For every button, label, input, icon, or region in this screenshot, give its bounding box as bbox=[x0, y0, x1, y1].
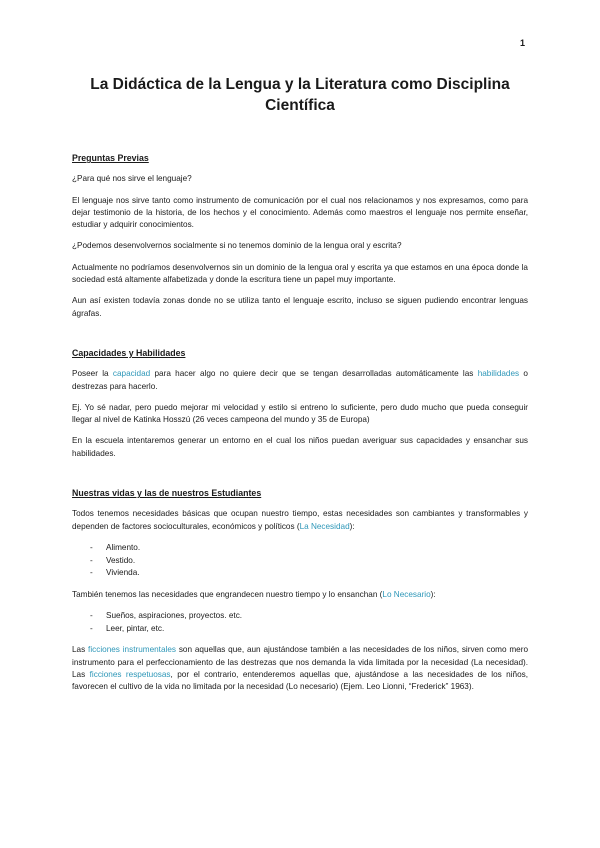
highlighted-term: ficciones respetuosas bbox=[89, 669, 171, 679]
paragraph bbox=[72, 508, 528, 533]
list-item: - Vestido. bbox=[72, 555, 528, 568]
highlighted-term: habilidades bbox=[477, 369, 520, 379]
paragraph: Ej. Yo sé nadar, pero puedo mejorar mi velocidad y estilo si entreno lo suficiente, pero dudo mucho que pueda conseguir llegar al nivel de Katinka Hosszú (26 veces campeona del mundo y 35 de Europa) bbox=[72, 402, 528, 425]
section-capacidades bbox=[72, 347, 528, 460]
highlighted-term: ficciones instrumentales bbox=[88, 645, 176, 655]
document-body bbox=[72, 152, 528, 702]
text-run: Las bbox=[72, 645, 89, 655]
highlighted-term: La Necesidad bbox=[299, 521, 350, 531]
list-item: - Leer, pintar, etc. bbox=[72, 623, 528, 636]
text-run: , por el contrario, entenderemos aquellas que, ajustándose a las necesidades de los niños, favorecen el cultivo de la vida no limitada por la necesidad (Lo necesario) (Ejem. Leo Lionni, “Frederick” 1963). bbox=[72, 669, 529, 692]
list-necesidades-basicas bbox=[72, 542, 528, 580]
title-line-2: Científica bbox=[265, 97, 335, 114]
document-title bbox=[72, 74, 528, 116]
paragraph bbox=[72, 368, 528, 393]
text-run: para hacer algo no quiere decir que se tengan desarrolladas automáticamente las bbox=[150, 369, 478, 379]
page-number: 1 bbox=[519, 38, 525, 48]
answer-3: Aun así existen todavía zonas donde no se utiliza tanto el lenguaje escrito, incluso se siguen pudiendo encontrar lenguas ágrafas. bbox=[72, 296, 528, 318]
highlighted-term: Lo Necesario bbox=[382, 589, 431, 599]
answer-2: Actualmente no podríamos desenvolvernos sin un dominio de la lengua oral y escrita ya que estamos en una época donde la sociedad está altamente alfabetizada y donde la escritura tiene un papel muy importante. bbox=[72, 262, 528, 285]
highlighted-term: capacidad bbox=[112, 369, 151, 379]
question-1: ¿Para qué nos sirve el lenguaje? bbox=[72, 174, 192, 184]
section-heading: Nuestras vidas y las de nuestros Estudiantes bbox=[72, 488, 262, 499]
text-run: También tenemos las necesidades que engrandecen nuestro tiempo y lo ensanchan ( bbox=[72, 589, 383, 599]
text-run: ): bbox=[349, 521, 355, 531]
text-run: Poseer la bbox=[72, 369, 113, 379]
paragraph bbox=[72, 644, 528, 693]
title-line-1: La Didáctica de la Lengua y la Literatura como Disciplina bbox=[90, 76, 510, 93]
text-run: ): bbox=[430, 589, 436, 599]
section-heading: Capacidades y Habilidades bbox=[72, 347, 186, 358]
paragraph: En la escuela intentaremos generar un entorno en el cual los niños puedan averiguar sus capacidades y ensanchar sus habilidades. bbox=[72, 436, 528, 458]
paragraph bbox=[72, 589, 528, 601]
section-heading: Preguntas Previas bbox=[72, 153, 149, 163]
list-lo-necesario bbox=[72, 610, 528, 635]
answer-1: El lenguaje nos sirve tanto como instrumento de comunicación por el cual nos relacionamos y nos expresamos, como para dejar testimonio de la historia, de los hechos y el conocimiento. Además como maestros el lenguaje nos permite enseñar, estudiar y adquirir conocimientos. bbox=[72, 195, 528, 230]
section-preguntas-previas bbox=[72, 152, 528, 320]
text-run: Todos tenemos necesidades básicas que ocupan nuestro tiempo, estas necesidades son cambiantes y transformables y dependen de factores socioculturales, económicos y políticos ( bbox=[72, 509, 528, 531]
list-item: - Sueños, aspiraciones, proyectos. etc. bbox=[72, 610, 528, 623]
text-run: son aquellas que, aun ajustándose también a las necesidades de los niños, sirven como mero instrumento para el perfeccionamiento de las destrezas que nos demanda la vida limitada por la necesidad (La necesidad). Las bbox=[72, 645, 528, 679]
text-run: o destrezas para hacerlo. bbox=[72, 369, 528, 391]
list-item: - Alimento. bbox=[72, 542, 528, 555]
section-nuestras-vidas bbox=[72, 487, 528, 693]
question-2: ¿Podemos desenvolvernos socialmente si no tenemos dominio de la lengua oral y escrita? bbox=[72, 241, 402, 251]
list-item: - Vivienda. bbox=[72, 567, 528, 580]
